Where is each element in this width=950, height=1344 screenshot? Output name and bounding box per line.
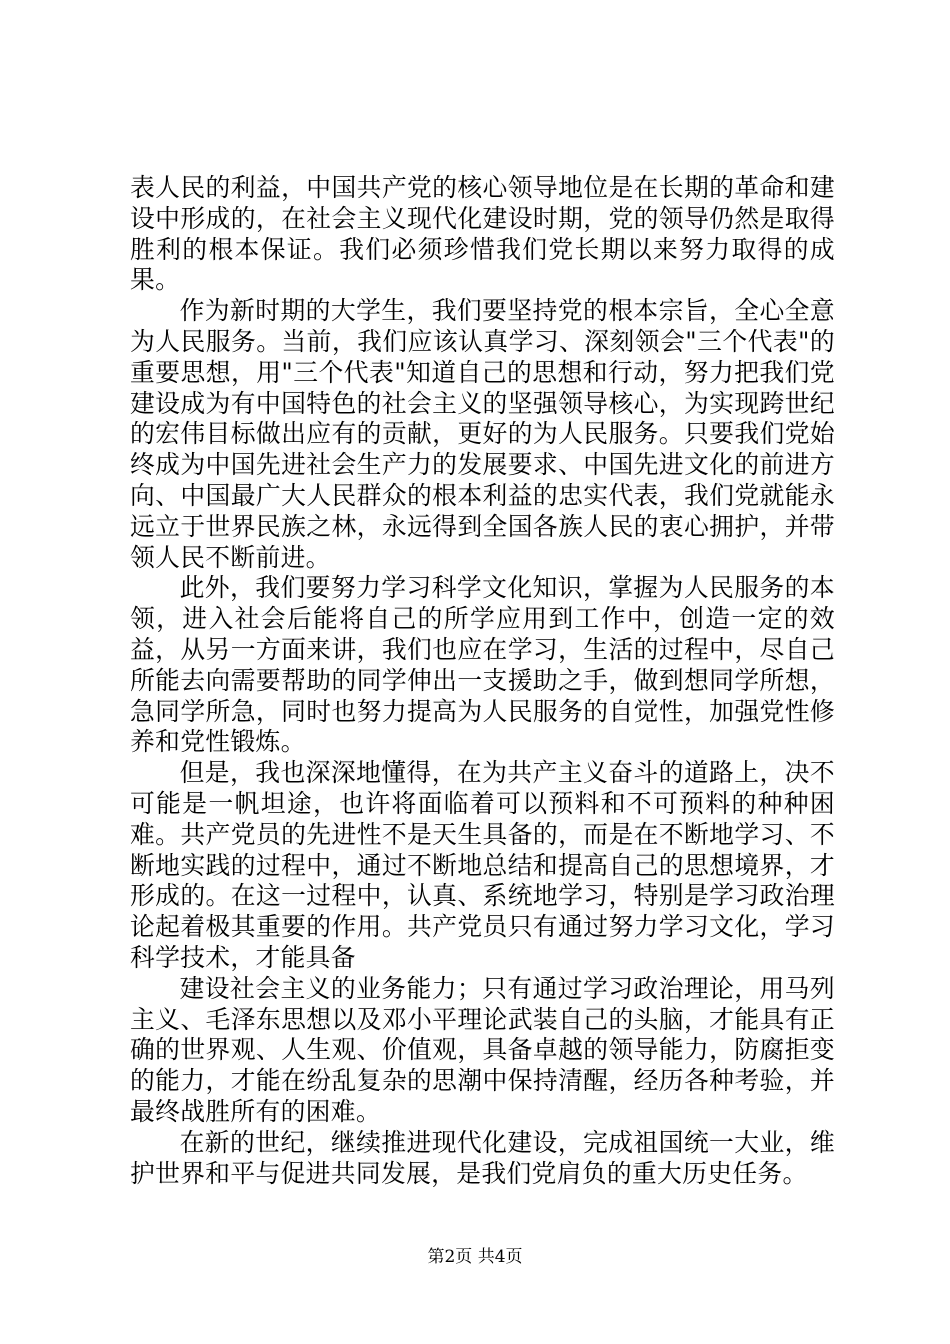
paragraph-3: 此外，我们要努力学习科学文化知识，掌握为人民服务的本领，进入社会后能将自己的所学应用到工作中，创造一定的效益，从另一方面来讲，我们也应在学习，生活的过程中，尽自己所能去向需要帮助的同学伸出一支援助之手，做到想同学所想，急同学所急，同时也努力提高为人民服务的自觉性，加强党性修养和党性锻炼。 [130,573,835,757]
paragraph-6: 在新的世纪，继续推进现代化建设，完成祖国统一大业，维护世界和平与促进共同发展，是我们党肩负的重大历史任务。 [130,1127,835,1188]
paragraph-1: 表人民的利益，中国共产党的核心领导地位是在长期的革命和建设中形成的，在社会主义现代化建设时期，党的领导仍然是取得胜利的根本保证。我们必须珍惜我们党长期以来努力取得的成果。 [130,173,835,295]
paragraph-2: 作为新时期的大学生，我们要坚持党的根本宗旨，全心全意为人民服务。当前，我们应该认真学习、深刻领会"三个代表"的重要思想，用"三个代表"知道自己的思想和行动，努力把我们党建设成为有中国特色的社会主义的坚强领导核心，为实现跨世纪的宏伟目标做出应有的贡献，更好的为人民服务。只要我们党始终成为中国先进社会生产力的发展要求、中国先进文化的前进方向、中国最广大人民群众的根本利益的忠实代表，我们党就能永远立于世界民族之林，永远得到全国各族人民的衷心拥护，并带领人民不断前进。 [130,296,835,572]
document-body [130,173,835,1189]
paragraph-4: 但是，我也深深地懂得，在为共产主义奋斗的道路上，决不可能是一帆坦途，也许将面临着可以预料和不可预料的种种困难。共产党员的先进性不是天生具备的，而是在不断地学习、不断地实践的过程中，通过不断地总结和提高自己的思想境界，才形成的。在这一过程中，认真、系统地学习，特别是学习政治理论起着极其重要的作用。共产党员只有通过努力学习文化，学习科学技术，才能具备 [130,758,835,972]
page-number-footer: 第2页 共4页 [427,1247,523,1267]
paragraph-5: 建设社会主义的业务能力；只有通过学习政治理论，用马列主义、毛泽东思想以及邓小平理论武装自己的头脑，才能具有正确的世界观、人生观、价值观，具备卓越的领导能力，防腐拒变的能力，才能在纷乱复杂的思潮中保持清醒，经历各种考验，并最终战胜所有的困难。 [130,973,835,1126]
